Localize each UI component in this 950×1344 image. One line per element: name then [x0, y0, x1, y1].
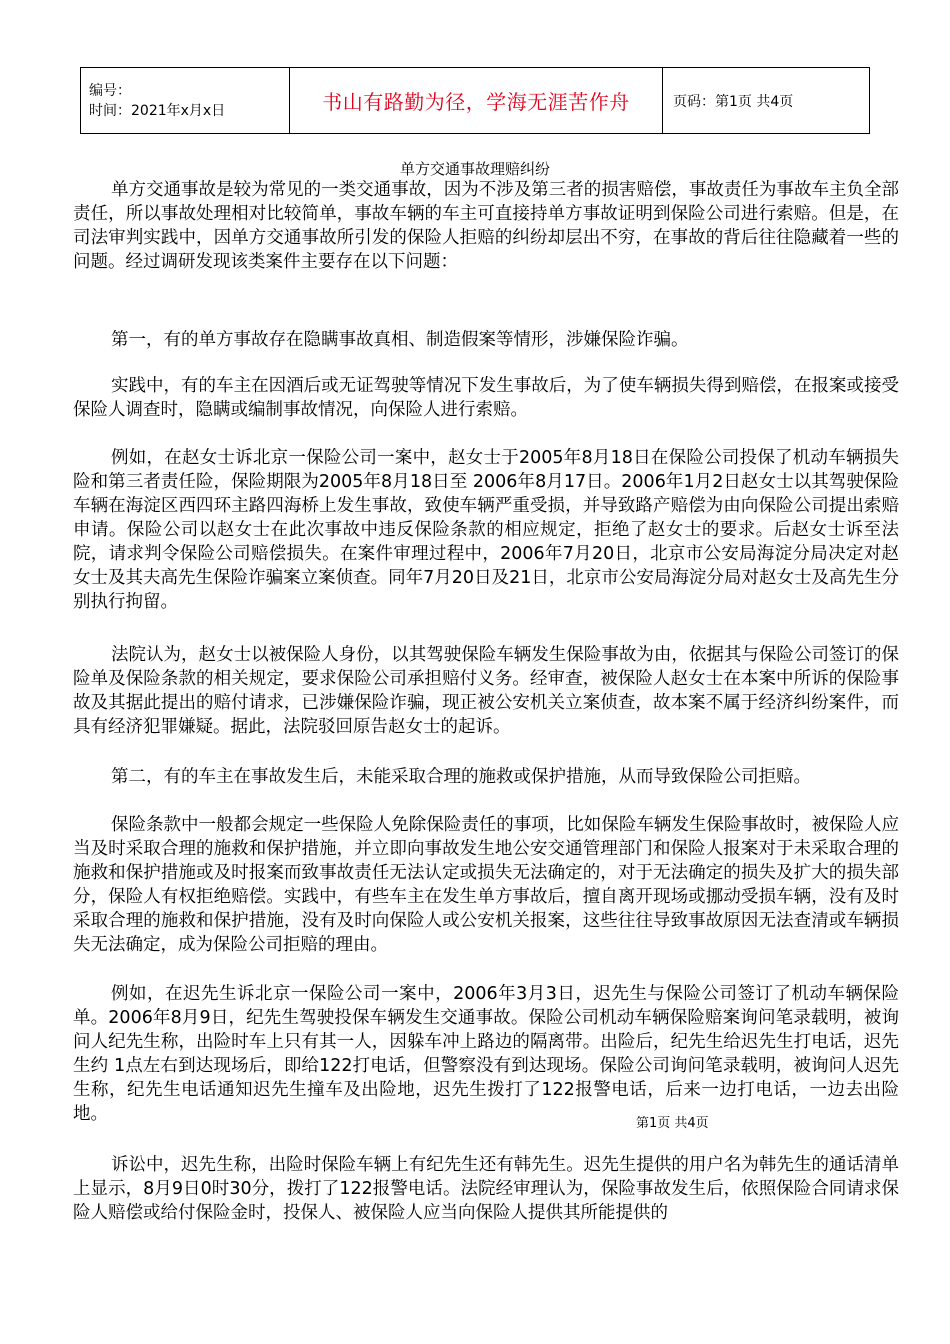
paragraph-1: 单方交通事故是较为常见的一类交通事故，因为不涉及第三者的损害赔偿，事故责任为事故车主负全部责任，所以事故处理相对比较简单，事故车辆的车主可直接持单方事故证明到保险公司进行索赔。但是，在司法审判实践中，因单方交通事故所引发的保险人拒赔的纠纷却层出不穷，在事故的背后往往隐藏着一些的问题。经过调研发现该类案件主要存在以下问题： [73, 180, 899, 272]
paragraph-8: 例如，在迟先生诉北京一保险公司一案中，2006年3月3日，迟先生与保险公司签订了机动车辆保险单。2006年8月9日，纪先生驾驶投保车辆发生交通事故。保险公司机动车辆保险赔案询问笔录载明，被询问人纪先生称，出险时车上只有其一人，因躲车冲上路边的隔离带。出险后，纪先生给迟先生打电话，迟先生约 1点左右到达现场后，即给122打电话，但警察没有到达现场。保险公司询问笔录载明，被询问人迟先生称，纪先生电话通知迟先生撞车及出险地，迟先生拨打了122报警电话，后来一边打电话，一边去出险地。 [73, 984, 899, 1124]
paragraph-3: 实践中，有的车主在因酒后或无证驾驶等情况下发生事故后，为了使车辆损失得到赔偿，在报案或接受保险人调查时，隐瞒或编制事故情况，向保险人进行索赔。 [73, 376, 899, 420]
motto: 书山有路勤为径，学海无涯苦作舟 [322, 90, 630, 114]
paragraph-2: 第一，有的单方事故存在隐瞒事故真相、制造假案等情形，涉嫌保险诈骗。 [111, 330, 689, 350]
paragraph-5: 法院认为，赵女士以被保险人身份，以其驾驶保险车辆发生保险事故为由，依据其与保险公司签订的保险单及保险条款的相关规定，要求保险公司承担赔付义务。经审查，被保险人赵女士在本案中所诉的保险事故及其据此提出的赔付请求，已涉嫌保险诈骗，现正被公安机关立案侦查，故本案不属于经济纠纷案件，而具有经济犯罪嫌疑。据此，法院驳回原告赵女士的起诉。 [73, 645, 899, 737]
header-page-label: 页码：第1页 共4页 [673, 93, 794, 110]
header-motto-cell [290, 68, 663, 134]
paragraph-6: 第二，有的车主在事故发生后，未能采取合理的施救或保护措施，从而导致保险公司拒赔。 [111, 767, 811, 787]
time-label: 时间：2021年x月x日 [89, 102, 226, 119]
paragraph-7: 保险条款中一般都会规定一些保险人免除保险责任的事项，比如保险车辆发生保险事故时，被保险人应当及时采取合理的施救和保护措施，并立即向事故发生地公安交通管理部门和保险人报案对于未采取合理的施救和保护措施或及时报案而致事故责任无法认定或损失无法确定的，对于无法确定的损失及扩大的损失部分，保险人有权拒绝赔偿。实践中，有些车主在发生单方事故后，擅自离开现场或挪动受损车辆，没有及时采取合理的施救和保护措施，没有及时向保险人或公安机关报案，这些往往导致事故原因无法查清或车辆损失无法确定，成为保险公司拒赔的理由。 [73, 815, 899, 955]
number-label: 编号： [89, 82, 131, 99]
header-table [80, 67, 870, 134]
header-page-cell [663, 68, 870, 134]
paragraph-9: 诉讼中，迟先生称，出险时保险车辆上有纪先生还有韩先生。迟先生提供的用户名为韩先生的通话清单上显示，8月9日0时30分，拨打了122报警电话。法院经审理认为，保险事故发生后，依照保险合同请求保险人赔偿或给付保险金时，投保人、被保险人应当向保险人提供其所能提供的 [73, 1155, 899, 1223]
page-footer: 第1页 共4页 [636, 1116, 709, 1131]
header-info-cell [81, 68, 290, 134]
document-title: 单方交通事故理赔纠纷 [399, 160, 550, 178]
paragraph-4: 例如，在赵女士诉北京一保险公司一案中，赵女士于2005年8月18日在保险公司投保了机动车辆损失险和第三者责任险，保险期限为2005年8月18日至 2006年8月17日。2006年1月2日赵女士以其驾驶保险车辆在海淀区西四环主路四海桥上发生事故，致使车辆严重受损，并导致路产赔偿为由向保险公司提出索赔申请。保险公司以赵女士在此次事故中违反保险条款的相应规定，拒绝了赵女士的要求。后赵女士诉至法院，请求判令保险公司赔偿损失。在案件审理过程中，2006年7月20日，北京市公安局海淀分局决定对赵女士及其夫高先生保险诈骗案立案侦查。同年7月20日及21日，北京市公安局海淀分局对赵女士及高先生分别执行拘留。 [73, 448, 899, 612]
